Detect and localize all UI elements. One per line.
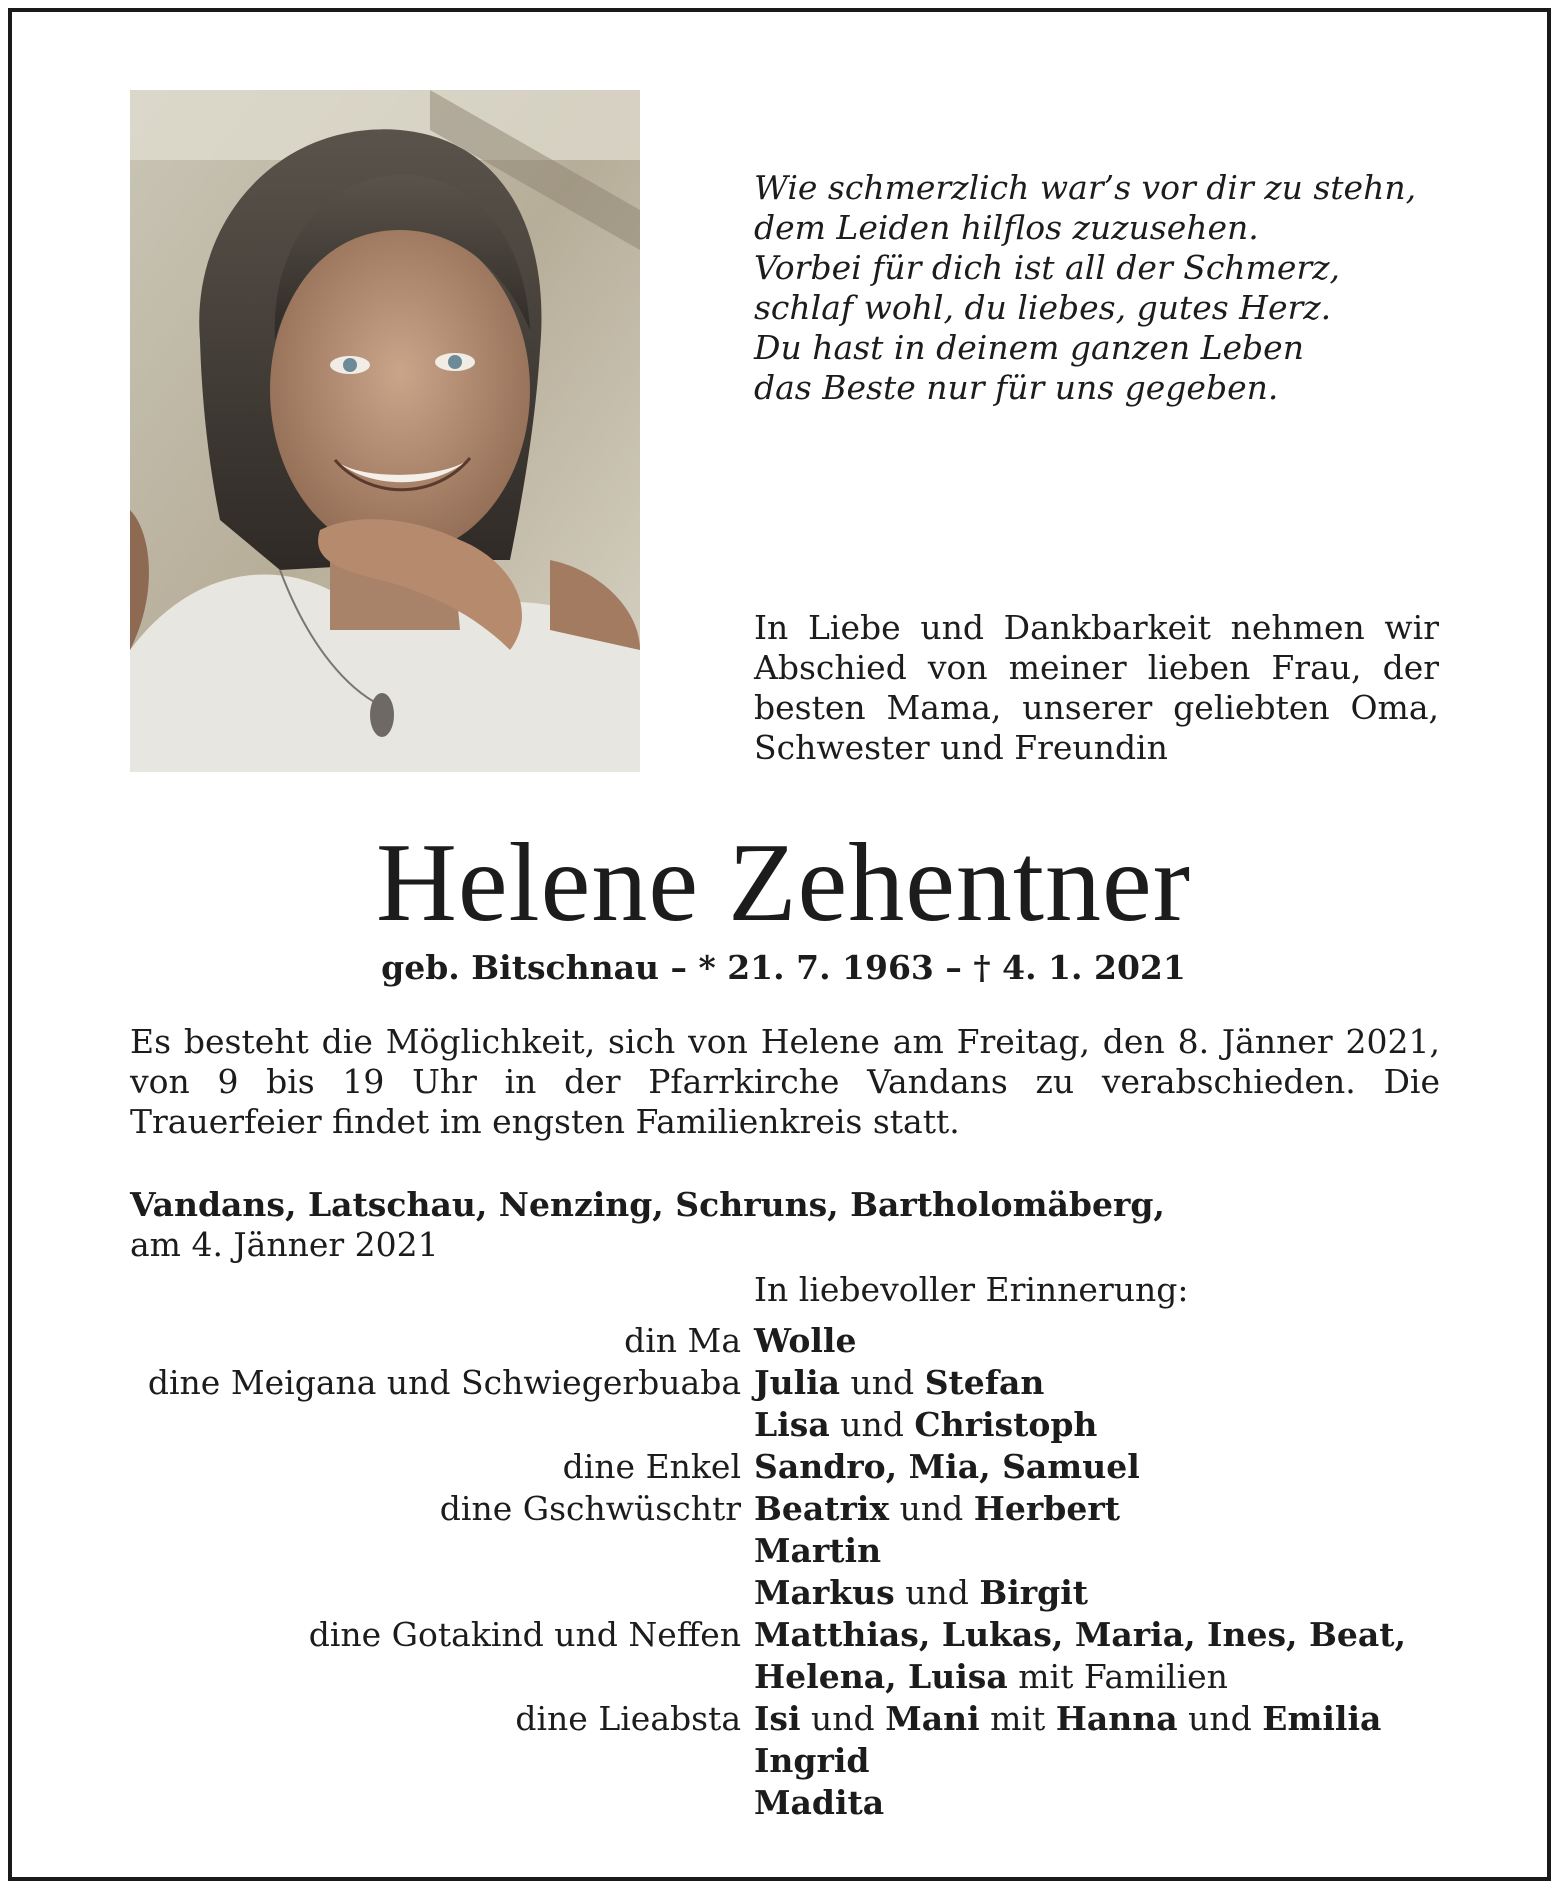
mourner-names [754, 1782, 884, 1824]
mourner-name: Stefan [924, 1363, 1045, 1402]
mourner-name: Matthias, Lukas, Maria, Ines, Beat, [754, 1615, 1407, 1654]
memory-heading: In liebevoller Erinnerung: [754, 1270, 1189, 1309]
mourner-connector: mit Familien [1007, 1657, 1228, 1696]
mourner-name: Isi [754, 1699, 801, 1738]
mourner-row [0, 1614, 1567, 1656]
mourner-connector: mit [979, 1699, 1056, 1738]
mourner-name: Beatrix [754, 1489, 890, 1528]
mourner-row [0, 1362, 1567, 1404]
mourner-row [0, 1698, 1567, 1740]
mourner-name: Julia [754, 1363, 841, 1402]
poem-line: das Beste nur für uns gegeben. [754, 368, 1279, 407]
mourner-name: Herbert [973, 1489, 1121, 1528]
mourner-relation: dine Gotakind und Neffen [308, 1615, 741, 1654]
poem-line: Du hast in deinem ganzen Leben [754, 328, 1304, 367]
mourner-name: Helena, Luisa [754, 1657, 1008, 1696]
mourner-name: Madita [754, 1783, 885, 1822]
mourner-names [754, 1320, 856, 1362]
places-line: Vandans, Latschau, Nenzing, Schruns, Bartholomäberg, [130, 1185, 1165, 1224]
mourner-connector: und [894, 1573, 980, 1612]
mourner-name: Birgit [979, 1573, 1089, 1612]
poem-line: Wie schmerzlich war’s vor dir zu stehn, [754, 168, 1417, 207]
mourner-row [0, 1572, 1567, 1614]
mourner-name: Wolle [754, 1321, 857, 1360]
mourner-names [754, 1530, 881, 1572]
intro-text: In Liebe und Dankbarkeit nehmen wir Abschied von meiner lieben Frau, der besten Mama, unserer geliebten Oma, Schwester und Freundin [754, 608, 1439, 767]
poem-line: Vorbei für dich ist all der Schmerz, [754, 248, 1341, 287]
mourner-relation: dine Enkel [562, 1447, 741, 1486]
mourner-names [754, 1656, 1228, 1698]
mourner-row [0, 1404, 1567, 1446]
mourner-name: Ingrid [754, 1741, 870, 1780]
mourner-relation: dine Gschwüschtr [439, 1489, 741, 1528]
mourner-row [0, 1740, 1567, 1782]
mourner-connector: und [1177, 1699, 1263, 1738]
mourner-relation: din Ma [624, 1321, 741, 1360]
mourner-connector: und [889, 1489, 974, 1528]
poem [754, 168, 1474, 408]
mourner-connector: und [829, 1405, 915, 1444]
birth-death-dates: geb. Bitschnau – * 21. 7. 1963 – † 4. 1. 2021 [381, 948, 1186, 987]
mourner-row [0, 1782, 1567, 1824]
mourner-row [0, 1446, 1567, 1488]
farewell-details: Es besteht die Möglichkeit, sich von Helene am Freitag, den 8. Jänner 2021, von 9 bis 19 Uhr in der Pfarrkirche Vandans zu verabschieden. Die Trauerfeier findet im engsten Familienkreis statt. [130, 1022, 1440, 1141]
mourner-names [754, 1698, 1381, 1740]
deceased-name: Helene Zehentner [375, 821, 1192, 945]
portrait-photo [130, 90, 640, 772]
mourner-row [0, 1656, 1567, 1698]
mourner-name: Lisa [754, 1405, 830, 1444]
mourner-row [0, 1530, 1567, 1572]
poem-line: schlaf wohl, du liebes, gutes Herz. [754, 288, 1332, 327]
mourner-row [0, 1320, 1567, 1362]
mourner-name: Sandro, Mia, Samuel [754, 1447, 1140, 1486]
mourner-names [754, 1614, 1406, 1656]
mourners-list [0, 1320, 1567, 1824]
mourner-connector: und [840, 1363, 925, 1402]
poem-line: dem Leiden hilflos zuzusehen. [754, 208, 1259, 247]
mourner-names [754, 1740, 870, 1782]
mourner-row [0, 1488, 1567, 1530]
mourner-names [754, 1488, 1120, 1530]
mourner-connector: und [800, 1699, 886, 1738]
mourner-relation: dine Lieabsta [515, 1699, 741, 1738]
portrait-image [130, 90, 640, 772]
mourner-names [754, 1446, 1140, 1488]
mourner-name: Martin [754, 1531, 882, 1570]
mourner-name: Markus [754, 1573, 895, 1612]
mourner-names [754, 1362, 1044, 1404]
mourner-name: Emilia [1262, 1699, 1382, 1738]
mourner-relation: dine Meigana und Schwiegerbuaba [147, 1363, 741, 1402]
notice-date: am 4. Jänner 2021 [130, 1225, 439, 1264]
mourner-names [754, 1404, 1097, 1446]
mourner-name: Mani [885, 1699, 980, 1738]
mourner-name: Christoph [914, 1405, 1098, 1444]
mourner-name: Hanna [1055, 1699, 1178, 1738]
mourner-names [754, 1572, 1088, 1614]
